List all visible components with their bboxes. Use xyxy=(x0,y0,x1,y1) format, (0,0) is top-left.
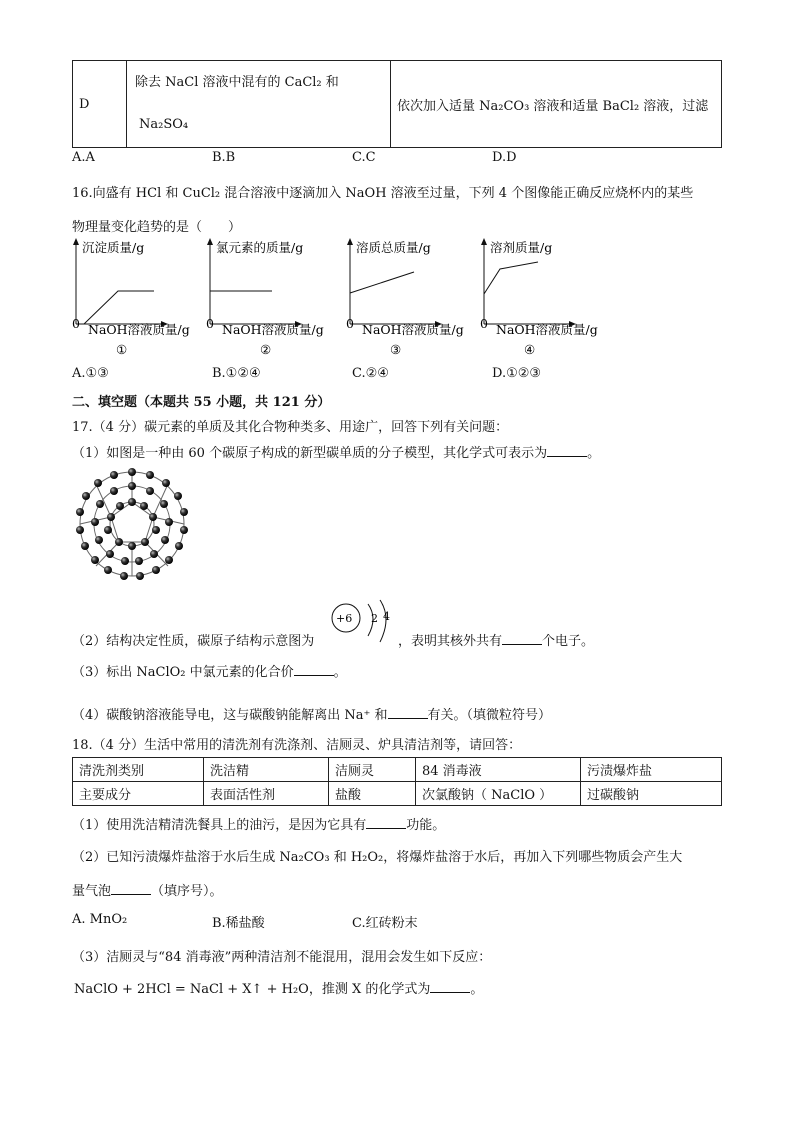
q18-part1-text: （1）使用洗洁精清洗餐具上的油污，是因为它具有 xyxy=(72,818,367,833)
q16-stem-line2: 物理量变化趋势的是（ ） xyxy=(72,220,242,235)
q18-part2-blank[interactable] xyxy=(111,882,151,895)
q15-option-c: C.C xyxy=(352,150,376,165)
q18-part3: （3）洁厕灵与“84 消毒液”两种清洁剂不能混用，混用会发生如下反应： xyxy=(72,950,492,965)
table-header-cell: 洗洁精 xyxy=(204,758,329,782)
q18-part2-text: 量气泡 xyxy=(72,884,112,899)
graph-4-number: ④ xyxy=(524,342,536,357)
graph-1 xyxy=(66,236,206,362)
q17-part2-rest xyxy=(398,630,594,649)
q17-part3-text: （3）标出 NaClO₂ 中氯元素的化合价 xyxy=(72,665,294,680)
q16-option-a: A.①③ xyxy=(72,366,109,381)
graph-3-number: ③ xyxy=(390,342,402,357)
graph-1-ylabel: 沉淀质量/g xyxy=(82,240,145,255)
table-cell: 盐酸 xyxy=(329,782,416,806)
graph-2 xyxy=(200,236,340,362)
q17-part4-end: 有关。（填微粒符号） xyxy=(427,708,552,723)
graph-4-xlabel: NaOH溶液质量/g xyxy=(496,322,598,337)
q17-part3-blank[interactable] xyxy=(294,663,334,676)
q17-part4-blank[interactable] xyxy=(388,706,428,719)
graph-3-ylabel: 溶质总质量/g xyxy=(356,240,431,255)
q18-equation-blank[interactable] xyxy=(430,980,470,993)
graph-3-origin: 0 xyxy=(346,316,354,331)
q15-option-a: A.A xyxy=(72,150,95,165)
q18-part2-line2 xyxy=(72,880,223,899)
q18-equation-text: NaClO + 2HCl = NaCl + X↑ + H₂O，推测 X 的化学式为 xyxy=(74,982,431,997)
table-cell: 主要成分 xyxy=(73,782,204,806)
q18-stem: 18.（4 分）生活中常用的清洗剂有洗涤剂、洁厕灵、炉具清洁剂等，请回答： xyxy=(72,738,522,753)
q15-option-b: B.B xyxy=(212,150,236,165)
purpose-line-2: Na₂SO₄ xyxy=(139,117,189,132)
q18-part1 xyxy=(72,814,445,833)
q17-part2-blank[interactable] xyxy=(502,632,542,645)
experiment-table-row-d xyxy=(72,60,722,148)
table-header-cell: 84 消毒液 xyxy=(416,758,581,782)
purpose-line-1: 除去 NaCl 溶液中混有的 CaCl₂ 和 xyxy=(135,75,339,90)
graph-4-origin: 0 xyxy=(480,316,488,331)
q17-part2-text-a: （2）结构决定性质，碳原子结构示意图为 xyxy=(72,634,315,649)
atom-shell-2-electrons: 4 xyxy=(383,610,390,623)
q18-part2-end: （填序号）。 xyxy=(151,884,223,899)
table-row xyxy=(73,758,722,782)
table-cell: 过碳酸钠 xyxy=(581,782,722,806)
q18-option-b: B.稀盐酸 xyxy=(212,916,265,931)
q17-part1-blank[interactable] xyxy=(547,444,587,457)
q17-part1-end: 。 xyxy=(587,446,601,461)
q17-part1 xyxy=(72,442,600,461)
q18-part1-end: 功能。 xyxy=(406,818,446,833)
atom-shell-1-electrons: 2 xyxy=(371,612,378,625)
graph-2-origin: 0 xyxy=(206,316,214,331)
table-cell: 表面活性剂 xyxy=(204,782,329,806)
table-header-cell: 污渍爆炸盐 xyxy=(581,758,722,782)
table-row xyxy=(73,782,722,806)
graph-1-xlabel: NaOH溶液质量/g xyxy=(88,322,190,337)
c60-molecule-model xyxy=(70,466,194,582)
q16-option-b: B.①②④ xyxy=(212,366,261,381)
atom-nucleus-charge: +6 xyxy=(336,612,353,625)
graph-2-number: ② xyxy=(260,342,272,357)
q16-stem-line1: 16.向盛有 HCl 和 CuCl₂ 混合溶液中逐滴加入 NaOH 溶液至过量，下列 4 个图像能正确反应烧杯内的某些 xyxy=(72,186,694,201)
table-header-cell: 洁厕灵 xyxy=(329,758,416,782)
table-cell: 次氯酸钠（ NaClO ） xyxy=(416,782,581,806)
carbon-atom-structure-diagram xyxy=(330,596,398,650)
q17-part2-text-b: ，表明其核外共有 xyxy=(398,634,503,649)
q16-option-d: D.①②③ xyxy=(492,366,542,381)
section-heading: 二、填空题（本题共 55 小题，共 121 分） xyxy=(72,395,331,410)
q18-equation-end: 。 xyxy=(470,982,484,997)
graph-2-ylabel: 氯元素的质量/g xyxy=(216,240,304,255)
q18-equation xyxy=(74,978,483,997)
cleaner-table xyxy=(72,757,722,806)
q16-option-c: C.②④ xyxy=(352,366,389,381)
q18-option-c: C.红砖粉末 xyxy=(352,916,418,931)
table-header-cell: 清洗剂类别 xyxy=(73,758,204,782)
q17-part1-text: （1）如图是一种由 60 个碳原子构成的新型碳单质的分子模型，其化学式可表示为 xyxy=(72,446,548,461)
graph-1-number: ① xyxy=(116,342,128,357)
graph-4 xyxy=(474,236,614,362)
purpose-cell xyxy=(127,61,391,148)
q17-part3 xyxy=(72,661,347,680)
q15-option-d: D.D xyxy=(492,150,517,165)
q17-part2-text-c: 个电子。 xyxy=(542,634,595,649)
row-label: D xyxy=(73,61,127,148)
graph-3 xyxy=(340,236,480,362)
q18-part2-line1: （2）已知污渍爆炸盐溶于水后生成 Na₂CO₃ 和 H₂O₂，将爆炸盐溶于水后，再加入下列哪些物质会产生大 xyxy=(72,850,683,865)
graph-3-xlabel: NaOH溶液质量/g xyxy=(362,322,464,337)
method-cell: 依次加入适量 Na₂CO₃ 溶液和适量 BaCl₂ 溶液，过滤 xyxy=(391,61,722,148)
graph-1-origin: 0 xyxy=(72,316,80,331)
q18-part1-blank[interactable] xyxy=(366,816,406,829)
graph-4-ylabel: 溶剂质量/g xyxy=(490,240,553,255)
q17-part3-end: 。 xyxy=(333,665,347,680)
graph-2-xlabel: NaOH溶液质量/g xyxy=(222,322,324,337)
q17-part4-text: （4）碳酸钠溶液能导电，这与碳酸钠能解离出 Na⁺ 和 xyxy=(72,708,388,723)
q17-part4 xyxy=(72,704,551,723)
q17-stem: 17.（4 分）碳元素的单质及其化合物种类多、用途广，回答下列有关问题： xyxy=(72,420,509,435)
q18-option-a: A. MnO₂ xyxy=(72,912,128,927)
